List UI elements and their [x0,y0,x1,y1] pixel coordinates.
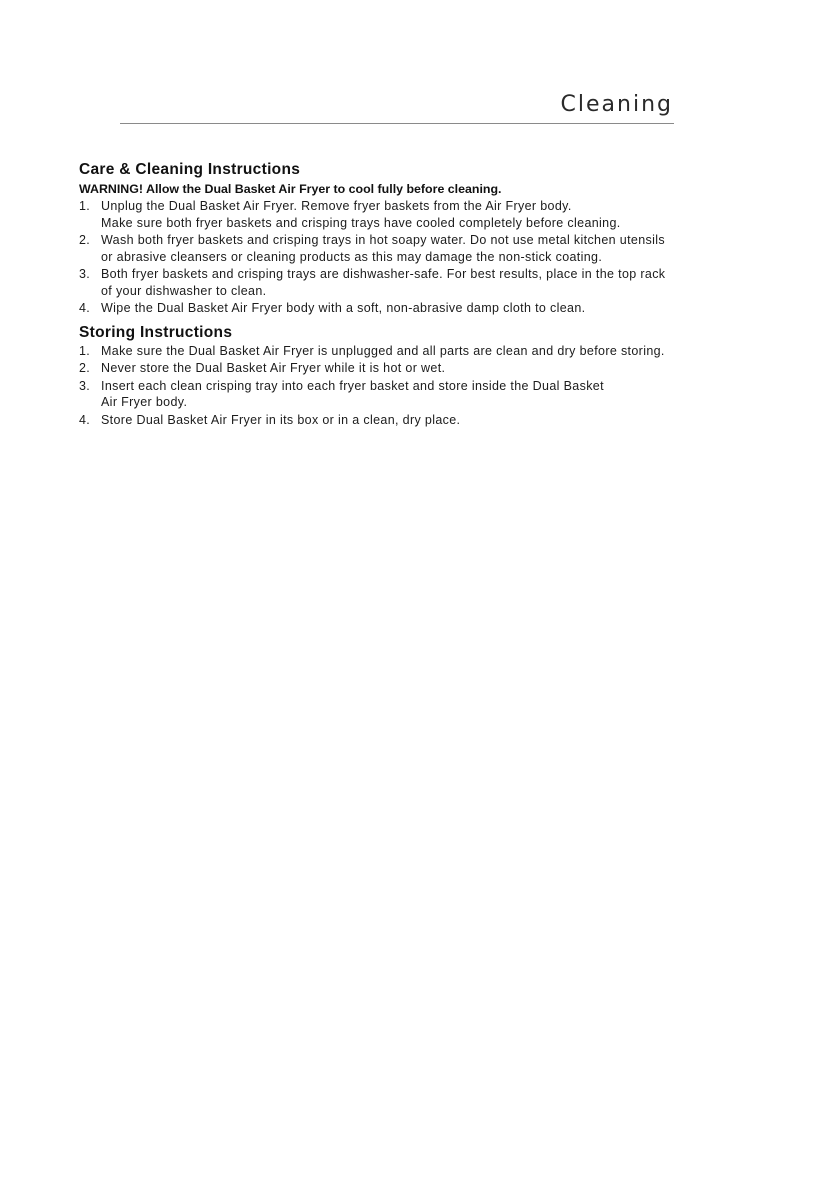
step-number: 2. [79,361,91,375]
list-item [79,232,739,265]
storing-steps-list [79,343,739,429]
step-text: Never store the Dual Basket Air Fryer while it is hot or wet. [101,361,446,375]
care-steps-list [79,198,739,317]
step-text: Unplug the Dual Basket Air Fryer. Remove fryer baskets from the Air Fryer body. [101,199,572,213]
step-text: Wash both fryer baskets and crisping trays in hot soapy water. Do not use metal kitchen utensils [101,233,665,247]
step-text: of your dishwasher to clean. [101,283,267,298]
step-number: 1. [79,199,91,213]
step-text: Wipe the Dual Basket Air Fryer body with a soft, non-abrasive damp cloth to clean. [101,301,586,315]
storing-heading: Storing Instructions [79,323,233,341]
page-title: Cleaning [560,92,673,117]
step-number: 3. [79,267,91,281]
step-number: 1. [79,343,91,358]
step-number: 2. [79,233,91,247]
step-text: Air Fryer body. [101,395,188,409]
step-text: Store Dual Basket Air Fryer in its box or in a clean, dry place. [101,412,461,427]
step-text: Insert each clean crisping tray into each fryer basket and store inside the Dual Basket [101,378,604,393]
step-number: 4. [79,412,91,427]
document-body [79,160,739,429]
list-item [79,198,739,231]
step-text: or abrasive cleansers or cleaning products as this may damage the non-stick coating. [101,249,603,264]
step-text: Both fryer baskets and crisping trays are dishwasher-safe. For best results, place in the top rack [101,267,666,281]
list-item [79,378,739,411]
list-item [79,360,739,377]
list-item [79,266,739,299]
list-item [79,343,739,360]
step-number: 4. [79,301,91,315]
warning-text: WARNING! Allow the Dual Basket Air Fryer to cool fully before cleaning. [79,182,502,196]
step-number: 3. [79,378,91,393]
header-divider [120,123,674,124]
step-text: Make sure both fryer baskets and crisping trays have cooled completely before cleaning. [101,215,621,230]
list-item [79,300,739,317]
step-text: Make sure the Dual Basket Air Fryer is unplugged and all parts are clean and dry before storing. [101,343,665,358]
care-cleaning-heading: Care & Cleaning Instructions [79,161,301,178]
list-item [79,412,739,429]
